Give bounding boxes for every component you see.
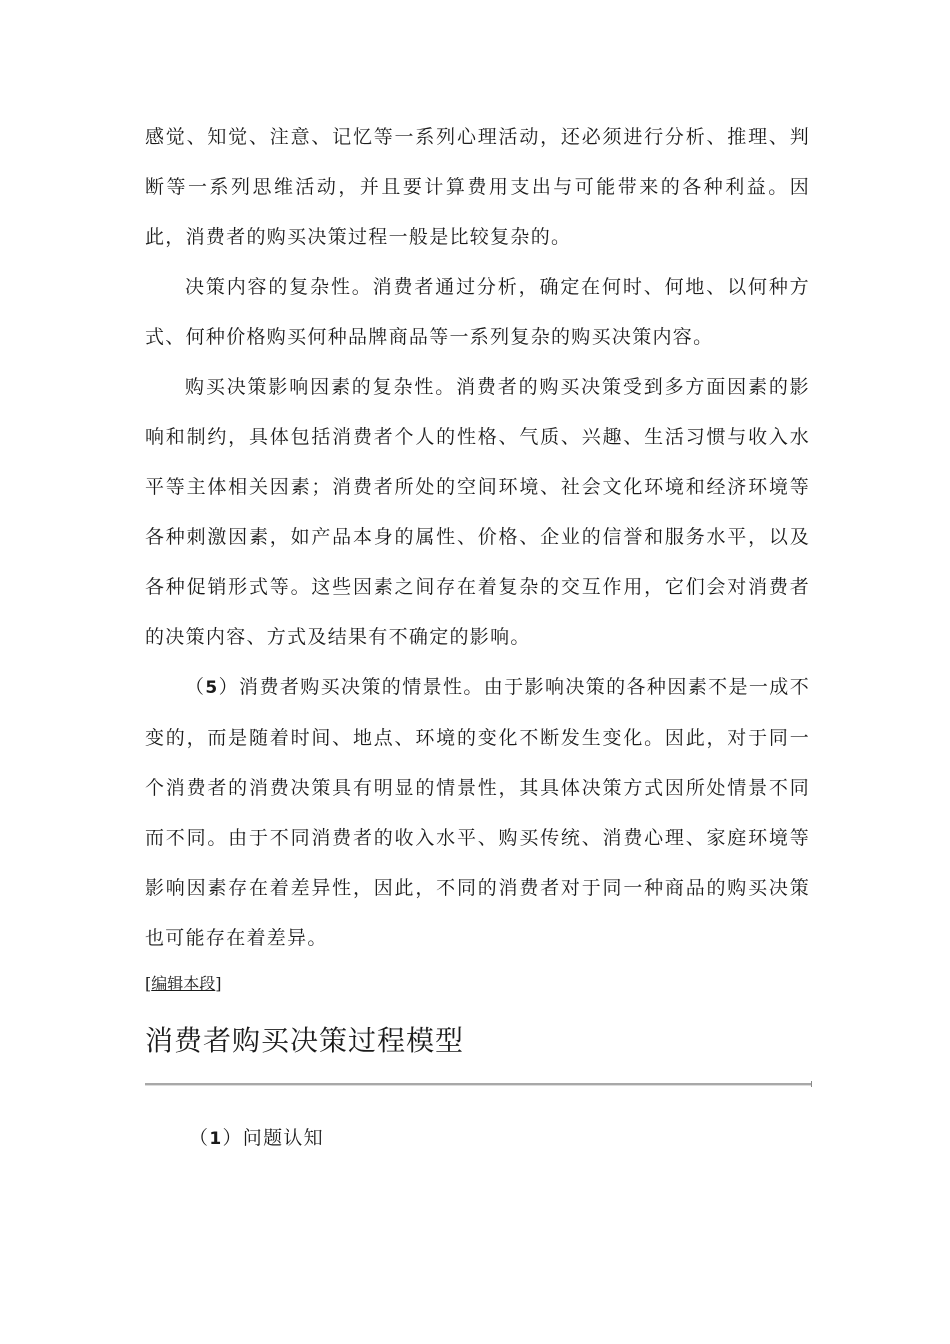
paragraph-continuation: 感觉、知觉、注意、记忆等一系列心理活动，还必须进行分析、推理、判断等一系列思维活动，并且要计算费用支出与可能带来的各种利益。因此，消费者的购买决策过程一般是比较复杂的。 [145, 126, 810, 248]
bracket-open: [ [145, 974, 152, 993]
subsection-title: （1）问题认知 [189, 1127, 324, 1149]
paragraph-situational-text: 消费者购买决策的情景性。由于影响决策的各种因素不是一成不变的，而是随着时间、地点、环境的变化不断发生变化。因此，对于同一个消费者的消费决策具有明显的情景性，其具体决策方式因所处情景不同而不同。由于不同消费者的收入水平、购买传统、消费心理、家庭环境等影响因素存在着差异性，因此，不同的消费者对于同一种商品的购买决策也可能存在着差异。 [145, 676, 810, 949]
subsection-number: 1 [209, 1129, 223, 1149]
document-page [145, 112, 810, 1157]
bracket-close: ] [215, 974, 222, 993]
edit-section-link-wrapper [145, 973, 810, 995]
paragraph-situational: （5）消费者购买决策的情景性。由于影响决策的各种因素不是一成不变的，而是随着时间、地点、环境的变化不断发生变化。因此，对于同一个消费者的消费决策具有明显的情景性，其具体决策方式因所处情景不同而不同。由于不同消费者的收入水平、购买传统、消费心理、家庭环境等影响因素存在着差异性，因此，不同的消费者对于同一种商品的购买决策也可能存在着差异。 [145, 676, 810, 949]
heading-divider [145, 1083, 812, 1086]
divider-end-tick [811, 1081, 812, 1087]
paragraph-decision-content: 决策内容的复杂性。消费者通过分析，确定在何时、何地、以何种方式、何种价格购买何种品牌商品等一系列复杂的购买决策内容。 [145, 276, 810, 348]
item-number: 5 [205, 678, 219, 698]
section-heading: 消费者购买决策过程模型 [145, 1024, 465, 1057]
paragraph-influence-factors: 购买决策影响因素的复杂性。消费者的购买决策受到多方面因素的影响和制约，具体包括消费者个人的性格、气质、兴趣、生活习惯与收入水平等主体相关因素；消费者所处的空间环境、社会文化环境和经济环境等各种刺激因素，如产品本身的属性、价格、企业的信誉和服务水平，以及各种促销形式等。这些因素之间存在着复杂的交互作用，它们会对消费者的决策内容、方式及结果有不确定的影响。 [145, 376, 810, 648]
edit-section-link[interactable]: 编辑本段 [151, 974, 216, 993]
subsection-label: 问题认知 [242, 1127, 324, 1149]
